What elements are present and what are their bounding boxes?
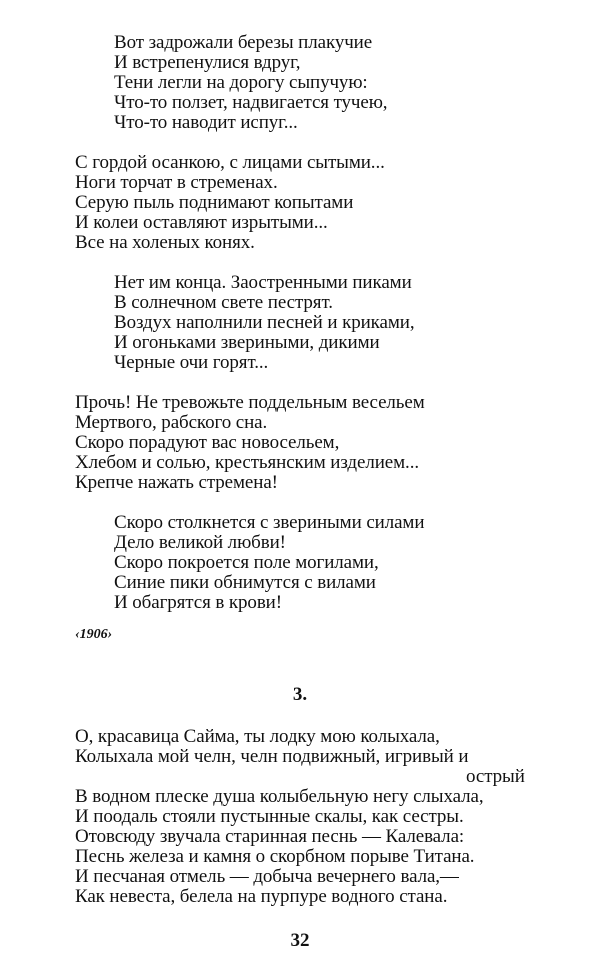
poem-date: ‹1906› — [75, 627, 113, 642]
poem-line: Прочь! Не тревожьте поддельным весельем — [75, 392, 425, 413]
poem-line: Что-то наводит испуг... — [114, 112, 298, 133]
poem-line: Мертвого, рабского сна. — [75, 412, 268, 433]
poem-line: Синие пики обнимутся с вилами — [114, 572, 376, 593]
poem-line: О, красавица Сайма, ты лодку мою колыхала, — [75, 726, 440, 747]
poem-line: Скоро столкнется с звериными силами — [114, 512, 425, 533]
poem-line: Что-то ползет, надвигается тучею, — [114, 92, 388, 113]
poem-line-continuation: острый — [466, 766, 525, 787]
poem-line: Дело великой любви! — [114, 532, 286, 553]
poem-line: В солнечном свете пестрят. — [114, 292, 333, 313]
poem-line: Колыхала мой челн, челн подвижный, игривый и — [75, 746, 469, 767]
poem-line: Нет им конца. Заостренными пиками — [114, 272, 412, 293]
poem-line: В водном плеске душа колыбельную негу слыхала, — [75, 786, 484, 807]
poem-line: Черные очи горят... — [114, 352, 269, 373]
poem-line: Хлебом и солью, крестьянским изделием... — [75, 452, 419, 473]
poem-line: И обагрятся в крови! — [114, 592, 282, 613]
poem-line: И встрепенулися вдруг, — [114, 52, 301, 73]
poem-number-heading: 3. — [292, 684, 308, 705]
poem-line: Крепче нажать стремена! — [75, 472, 278, 493]
poem-line: Песнь железа и камня о скорбном порыве Титана. — [75, 846, 475, 867]
poem-line: Воздух наполнили песней и криками, — [114, 312, 415, 333]
poem-line: Отовсюду звучала старинная песнь — Калевала: — [75, 826, 465, 847]
poem-line: И колеи оставляют изрытыми... — [75, 212, 328, 233]
poem-line: Как невеста, белела на пурпуре водного стана. — [75, 886, 448, 907]
poem-line: И песчаная отмель — добыча вечернего вала,— — [75, 866, 459, 887]
poem-line: И поодаль стояли пустынные скалы, как сестры. — [75, 806, 464, 827]
poem-line: Скоро порадуют вас новосельем, — [75, 432, 340, 453]
poem-line: Вот задрожали березы плакучие — [114, 32, 373, 53]
poem-line: Все на холеных конях. — [75, 232, 255, 253]
poem-line: Тени легли на дорогу сыпучую: — [114, 72, 368, 93]
page-number: 32 — [290, 930, 310, 951]
poem-line: С гордой осанкою, с лицами сытыми... — [75, 152, 385, 173]
poem-line: Серую пыль поднимают копытами — [75, 192, 354, 213]
poem-line: Скоро покроется поле могилами, — [114, 552, 379, 573]
poem-line: И огоньками звериными, дикими — [114, 332, 380, 353]
poem-line: Ноги торчат в стременах. — [75, 172, 278, 193]
